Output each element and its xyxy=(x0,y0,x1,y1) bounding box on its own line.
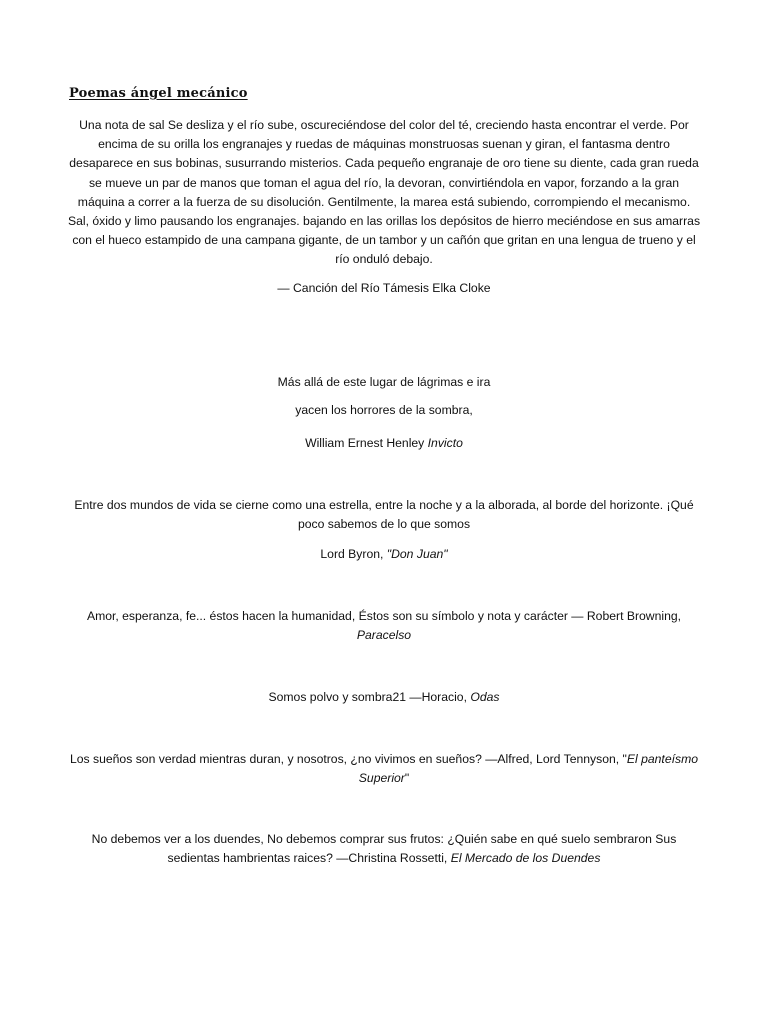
henley-quote-line-2: yacen los horrores de la sombra, xyxy=(295,403,473,417)
rossetti-text: No debemos ver a los duendes, No debemos comprar sus frutos: ¿Quién sabe en qué suelo sembraron Sus sedientas hambrientas raices? —Christina Rossetti, xyxy=(91,832,677,866)
byron-work: "Don Juan" xyxy=(386,547,448,561)
horacio-work: Odas xyxy=(470,690,500,704)
intro-paragraph: Una nota de sal Se desliza y el río sube, oscureciéndose del color del té, creciendo hasta encontrar el verde. Por encima de su orilla los engranajes y ruedas de máquinas monstruosas suenan y giran, el fantasma dentro desaparece en sus bobinas, susurrando misterios. Cada pequeño engranaje de oro tiene su diente, cada gran rueda se mueve un par de manos que toman el agua del río, la devoran, convirtiéndola en vapor, forzando a la gran máquina a correr a la fuerza de su disolución. Gentilmente, la marea está subiendo, corrompiendo el mecanismo. Sal, óxido y limo pausando los engranajes. bajando en las orillas los depósitos de hierro meciéndose en sus amarras con el hueco estampido de una campana gigante, de un tambor y un cañón que gritan en una lengua de trueno y el río onduló debajo. xyxy=(67,118,701,267)
browning-text: Amor, esperanza, fe... éstos hacen la humanidad, Éstos son su símbolo y nota y carácter — Robert Browning, xyxy=(86,609,682,623)
browning-quote xyxy=(66,607,702,645)
byron-attribution xyxy=(66,545,702,564)
document-title: Poemas ángel mecánico xyxy=(69,86,248,101)
tennyson-work: El panteísmo Superior xyxy=(358,752,699,786)
horacio-text: Somos polvo y sombra21 —Horacio xyxy=(268,690,464,704)
intro-attribution: — Canción del Río Támesis Elka Cloke xyxy=(277,281,491,295)
rossetti-work: El Mercado de los Duendes xyxy=(450,851,601,866)
byron-author: Lord Byron, xyxy=(320,547,387,561)
horacio-separator: , xyxy=(463,690,471,704)
henley-quote-line-1: Más allá de este lugar de lágrimas e ira xyxy=(277,375,491,389)
henley-author: William Ernest Henley xyxy=(305,436,428,450)
henley-attribution xyxy=(66,434,702,453)
horacio-quote xyxy=(66,688,702,707)
rossetti-quote xyxy=(66,830,702,868)
browning-work: Paracelso xyxy=(356,628,412,643)
tennyson-quote xyxy=(66,750,702,788)
henley-work: Invicto xyxy=(427,436,463,450)
tennyson-close-quote: " xyxy=(404,771,410,786)
byron-quote: Entre dos mundos de vida se cierne como una estrella, entre la noche y a la alborada, al borde del horizonte. ¡Qué poco sabemos de lo que somos xyxy=(74,498,694,532)
tennyson-text: Los sueños son verdad mientras duran, y nosotros, ¿no vivimos en sueños? —Alfred, Lord Tennyson, " xyxy=(69,752,627,766)
